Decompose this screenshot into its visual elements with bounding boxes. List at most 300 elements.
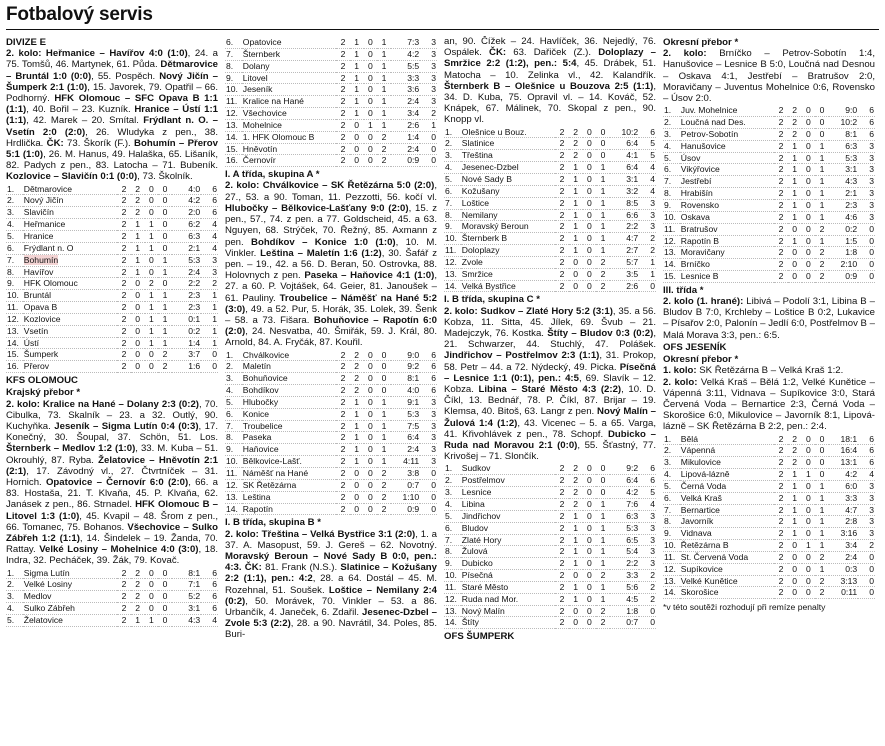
wins: 1 [573, 558, 579, 569]
played: 2 [778, 164, 784, 175]
table-row [444, 475, 656, 487]
played: 2 [121, 567, 127, 578]
draws: 0 [586, 126, 592, 137]
table-row [6, 266, 218, 278]
team-name [242, 96, 336, 108]
score: 5:6 [626, 581, 639, 592]
points: 3 [869, 199, 874, 210]
team-label: Bruntál [23, 290, 52, 301]
points: 1 [212, 290, 217, 301]
wins: 1 [573, 534, 579, 545]
table-row [6, 184, 218, 195]
rank: 4. [445, 499, 453, 510]
rank: 8. [445, 546, 453, 557]
losses: 0 [162, 614, 168, 625]
played: 2 [559, 268, 565, 279]
team-name [461, 475, 555, 487]
draws: 0 [367, 155, 373, 166]
table-row [225, 456, 437, 468]
team-label: Slatinice [461, 138, 495, 149]
losses: 2 [819, 259, 825, 270]
team-label: Zlaté Hory [461, 534, 502, 545]
losses: 0 [381, 373, 387, 384]
draws: 1 [148, 290, 154, 301]
rank: 9. [226, 444, 234, 455]
team-name [461, 256, 555, 268]
played: 2 [559, 185, 565, 196]
draws: 0 [148, 603, 154, 614]
team-label: Juv. Mohelnice [680, 105, 738, 116]
score: 2:4 [188, 266, 201, 277]
table-row [444, 221, 656, 233]
team-label: Šternberk [242, 48, 281, 59]
table-row [225, 350, 437, 361]
team-label: Sigma Lutín [23, 567, 70, 578]
score: 3:3 [407, 72, 420, 83]
points: 6 [431, 361, 436, 372]
draws: 0 [586, 209, 592, 220]
footnote: *v této soutěži rozhodují při remíze penalty [663, 602, 826, 613]
results-paragraph: 2. kolo: Kralice na Hané – Dolany 2:3 (0:2), 70. Cibulka, 73. Skalník – 23. a 32. Outlý, 90. Kuchyňka. Jeseník – Sigma Lutín 0:4 (0:3), 17. Konečný, 30. Šoupal, 37. Schön, 51. Los. Šternberk – Medlov 1:2 (1:0), 33. M. Kuba – 51. Okrouhlý, 87. Ryba. Želatovice – Hněvotín 2:1 (2:1), 17. Závodný vl., 27. Čtvrtníček – 31. Hornich. Opatovice – Černovír 6:0 (2:0), 66. a 83. Hostaša, 21. T. Klvaňa, 45. P. Klvaňa, 62. Janásek z pen., 86. Strnadel. HFK Olomouc B – Litovel 1:3 (1:0), 45. Kvapil – 48. Šrom z pen., 66. Tomanec, 75. Bohanos. Všechovice – Sulko Zábřeh 1:2 (1:1), 14. Šindelek – 19. Žanda, 70. Rattay. Velké Losiny – Mohelnice 4:0 (3:0), 18. Indra, 32. Pecháček, 39. Žák, 79. Kovač. [6, 398, 218, 567]
wins: 2 [354, 349, 360, 360]
rank: 11. [664, 551, 676, 562]
wins: 0 [792, 551, 798, 562]
draws: 0 [148, 591, 154, 602]
wins: 1 [135, 231, 141, 242]
draws: 1 [148, 231, 154, 242]
losses: 0 [600, 126, 606, 137]
losses: 0 [162, 242, 168, 253]
losses: 1 [162, 313, 168, 324]
losses: 2 [381, 131, 387, 142]
played: 2 [559, 534, 565, 545]
points: 3 [869, 516, 874, 527]
losses: 2 [819, 551, 825, 562]
rank: 15. [7, 349, 19, 360]
standings-table [444, 127, 656, 293]
wins: 1 [135, 254, 141, 265]
team-label: Jestřebí [680, 176, 712, 187]
table-row [444, 197, 656, 209]
team-label: Vápenná [680, 445, 716, 456]
team-name [680, 117, 774, 129]
wins: 1 [792, 199, 798, 210]
wins: 2 [573, 487, 579, 498]
losses: 1 [381, 444, 387, 455]
draws: 0 [586, 185, 592, 196]
score: 8:5 [626, 197, 639, 208]
score: 6:3 [626, 510, 639, 521]
table-row [444, 280, 656, 292]
table-row [225, 467, 437, 479]
wins: 0 [354, 491, 360, 502]
table-row [6, 290, 218, 302]
team-label: Mikulovice [680, 457, 721, 468]
losses: 0 [600, 475, 606, 486]
rank: 4. [445, 162, 453, 173]
team-name [23, 278, 117, 290]
wins: 1 [792, 492, 798, 503]
rank: 7. [226, 420, 234, 431]
team-name [461, 487, 555, 499]
played: 2 [121, 278, 127, 289]
played: 2 [121, 591, 127, 602]
team-name [461, 209, 555, 221]
points: 0 [869, 563, 874, 574]
table-row [663, 105, 875, 116]
rank: 13. [226, 491, 238, 502]
losses: 0 [162, 207, 168, 218]
rank: 11. [445, 581, 457, 592]
score: 4:0 [407, 385, 420, 396]
points: 3 [431, 72, 436, 83]
draws: 0 [148, 349, 154, 360]
table-row [663, 152, 875, 164]
points: 4 [650, 499, 655, 510]
score: 6:5 [626, 534, 639, 545]
played: 2 [778, 563, 784, 574]
rank: 14. [445, 617, 457, 628]
draws: 0 [367, 96, 373, 107]
losses: 0 [819, 128, 825, 139]
team-label: Dubicko [461, 558, 493, 569]
losses: 0 [162, 278, 168, 289]
played: 2 [559, 463, 565, 474]
losses: 0 [819, 433, 825, 444]
draws: 0 [367, 432, 373, 443]
wins: 0 [792, 575, 798, 586]
draws: 1 [148, 337, 154, 348]
draws: 0 [586, 487, 592, 498]
losses: 1 [381, 96, 387, 107]
table-row [444, 174, 656, 186]
points: 0 [869, 223, 874, 234]
points: 6 [650, 126, 655, 137]
rank: 9. [664, 528, 672, 539]
points: 6 [869, 117, 874, 128]
team-name [461, 197, 555, 209]
score: 1:8 [626, 605, 639, 616]
table-row [225, 385, 437, 397]
points: 3 [431, 60, 436, 71]
played: 2 [340, 108, 346, 119]
team-label: Maletín [242, 361, 271, 372]
wins: 1 [573, 581, 579, 592]
rank: 14. [7, 337, 19, 348]
wins: 2 [792, 433, 798, 444]
rank: 10. [445, 570, 457, 581]
table-row [444, 268, 656, 280]
points: 3 [650, 221, 655, 232]
draws: 0 [367, 503, 373, 514]
points: 3 [869, 480, 874, 491]
losses: 1 [819, 504, 825, 515]
team-label: Kožušany [461, 185, 500, 196]
team-name [680, 223, 774, 235]
draws: 0 [805, 445, 811, 456]
table-row [663, 516, 875, 528]
losses: 2 [819, 587, 825, 598]
rank: 13. [664, 247, 676, 258]
table-row [444, 558, 656, 570]
points: 0 [869, 259, 874, 270]
section-heading: I. B třída, skupina B * [225, 517, 321, 529]
table-row [444, 209, 656, 221]
rank: 10. [664, 540, 676, 551]
score: 5:3 [626, 522, 639, 533]
points: 0 [869, 587, 874, 598]
team-name [461, 534, 555, 546]
team-label: Moravičany [680, 247, 725, 258]
draws: 0 [586, 499, 592, 510]
table-row [444, 150, 656, 162]
wins: 1 [354, 396, 360, 407]
draws: 0 [586, 570, 592, 581]
draws: 0 [805, 587, 811, 598]
table-row [225, 491, 437, 503]
points: 3 [650, 546, 655, 557]
rank: 11. [664, 223, 676, 234]
losses: 0 [600, 138, 606, 149]
wins: 1 [573, 245, 579, 256]
points: 3 [869, 140, 874, 151]
team-name [461, 617, 555, 629]
team-name [23, 231, 117, 243]
section-heading: Okresní přebor * [663, 37, 739, 48]
score: 0:3 [845, 563, 858, 574]
score: 6:2 [188, 219, 201, 230]
losses: 1 [600, 162, 606, 173]
team-label: HFK Olomouc [23, 278, 78, 289]
draws: 1 [148, 302, 154, 313]
played: 2 [340, 444, 346, 455]
table-row [6, 195, 218, 207]
draws: 0 [805, 235, 811, 246]
draws: 0 [586, 617, 592, 628]
played: 2 [778, 152, 784, 163]
table-row [444, 617, 656, 629]
rank: 12. [445, 256, 457, 267]
team-label: Bělkovice-Lašť. [242, 456, 302, 467]
score: 2:2 [626, 558, 639, 569]
draws: 1 [148, 325, 154, 336]
losses: 2 [600, 280, 606, 291]
points: 0 [869, 271, 874, 282]
wins: 2 [573, 463, 579, 474]
played: 2 [778, 176, 784, 187]
column-1 [6, 36, 218, 744]
losses: 1 [819, 540, 825, 551]
team-name [680, 516, 774, 528]
played: 2 [778, 188, 784, 199]
wins: 2 [792, 445, 798, 456]
wins: 1 [135, 242, 141, 253]
points: 0 [212, 349, 217, 360]
team-name [23, 195, 117, 207]
table-row [225, 84, 437, 96]
score: 1:4 [188, 337, 201, 348]
wins: 1 [792, 176, 798, 187]
played: 2 [559, 546, 565, 557]
team-name [461, 221, 555, 233]
team-name [461, 150, 555, 162]
played: 2 [121, 195, 127, 206]
team-name [23, 254, 117, 266]
wins: 1 [573, 233, 579, 244]
score: 4:5 [626, 593, 639, 604]
rank: 4. [664, 469, 672, 480]
team-label: Dětmarovice [23, 183, 73, 194]
team-name [461, 510, 555, 522]
points: 3 [650, 534, 655, 545]
losses: 0 [600, 463, 606, 474]
wins: 1 [792, 504, 798, 515]
score: 3:4 [845, 540, 858, 551]
wins: 2 [573, 499, 579, 510]
losses: 2 [600, 268, 606, 279]
table-row [444, 605, 656, 617]
team-name [680, 199, 774, 211]
score: 2:3 [845, 199, 858, 210]
losses: 1 [600, 221, 606, 232]
points: 2 [869, 540, 874, 551]
points: 6 [431, 349, 436, 360]
team-name [23, 337, 117, 349]
team-label: Oskava [680, 211, 710, 222]
points: 4 [212, 219, 217, 230]
played: 2 [559, 233, 565, 244]
played: 2 [121, 183, 127, 194]
losses: 1 [600, 197, 606, 208]
points: 6 [431, 385, 436, 396]
score: 2:3 [188, 290, 201, 301]
score: 2:7 [626, 245, 639, 256]
score: 0:9 [407, 503, 420, 514]
team-name [680, 188, 774, 200]
played: 2 [121, 603, 127, 614]
score: 1:4 [407, 131, 420, 142]
rank: 4. [7, 219, 15, 230]
team-label: Troubelice [242, 420, 283, 431]
losses: 2 [162, 349, 168, 360]
rank: 8. [7, 266, 15, 277]
table-row [6, 614, 218, 626]
score: 6:0 [845, 480, 858, 491]
played: 2 [340, 408, 346, 419]
losses: 2 [819, 247, 825, 258]
team-name [680, 587, 774, 599]
rank: 4. [664, 140, 672, 151]
points: 3 [869, 152, 874, 163]
points: 4 [869, 469, 874, 480]
team-name [23, 603, 117, 615]
draws: 0 [367, 72, 373, 83]
played: 2 [778, 259, 784, 270]
played: 2 [340, 373, 346, 384]
rank: 7. [445, 197, 453, 208]
team-name [242, 60, 336, 72]
team-label: Nový Jičín [23, 195, 64, 206]
table-row [663, 504, 875, 516]
played: 2 [121, 207, 127, 218]
draws: 0 [367, 385, 373, 396]
table-row [663, 434, 875, 445]
draws: 0 [805, 504, 811, 515]
rank: 11. [226, 467, 238, 478]
played: 2 [559, 570, 565, 581]
losses: 1 [600, 546, 606, 557]
losses: 0 [381, 385, 387, 396]
team-label: Hanušovice [680, 140, 726, 151]
team-name [680, 247, 774, 259]
team-name [680, 128, 774, 140]
draws: 0 [805, 164, 811, 175]
wins: 0 [354, 119, 360, 130]
rank: 3. [445, 150, 453, 161]
wins: 0 [135, 313, 141, 324]
rank: 13. [664, 575, 676, 586]
team-label: Zvole [461, 256, 483, 267]
team-name [680, 480, 774, 492]
wins: 0 [135, 302, 141, 313]
rank: 12. [7, 313, 19, 324]
losses: 2 [381, 479, 387, 490]
played: 2 [778, 528, 784, 539]
wins: 1 [792, 211, 798, 222]
rank: 1. [7, 567, 15, 578]
table-row [225, 60, 437, 72]
team-name [242, 143, 336, 155]
score: 5:4 [626, 546, 639, 557]
losses: 0 [819, 117, 825, 128]
losses: 1 [600, 245, 606, 256]
rank: 9. [445, 558, 453, 569]
wins: 2 [135, 183, 141, 194]
score: 6:3 [845, 140, 858, 151]
points: 5 [650, 487, 655, 498]
draws: 0 [148, 579, 154, 590]
team-name [23, 219, 117, 231]
draws: 2 [148, 278, 154, 289]
score: 4:2 [188, 195, 201, 206]
table-row [663, 551, 875, 563]
points: 3 [431, 456, 436, 467]
team-label: Rapotín B [680, 235, 719, 246]
column-4 [663, 36, 875, 744]
table-row [6, 579, 218, 591]
wins: 0 [792, 540, 798, 551]
table-row [6, 207, 218, 219]
team-label: Nový Malín [461, 605, 505, 616]
played: 2 [121, 290, 127, 301]
draws: 0 [367, 408, 373, 419]
rank: 10. [226, 456, 238, 467]
team-label: Bohumín [23, 254, 59, 265]
team-name [680, 504, 774, 516]
points: 3 [869, 176, 874, 187]
table-row [225, 420, 437, 432]
played: 2 [559, 475, 565, 486]
draws: 0 [805, 140, 811, 151]
score: 2:4 [407, 96, 420, 107]
draws: 0 [586, 280, 592, 291]
draws: 0 [586, 522, 592, 533]
points: 6 [431, 373, 436, 384]
table-row [444, 138, 656, 150]
table-row [444, 581, 656, 593]
played: 2 [340, 503, 346, 514]
played: 2 [559, 499, 565, 510]
